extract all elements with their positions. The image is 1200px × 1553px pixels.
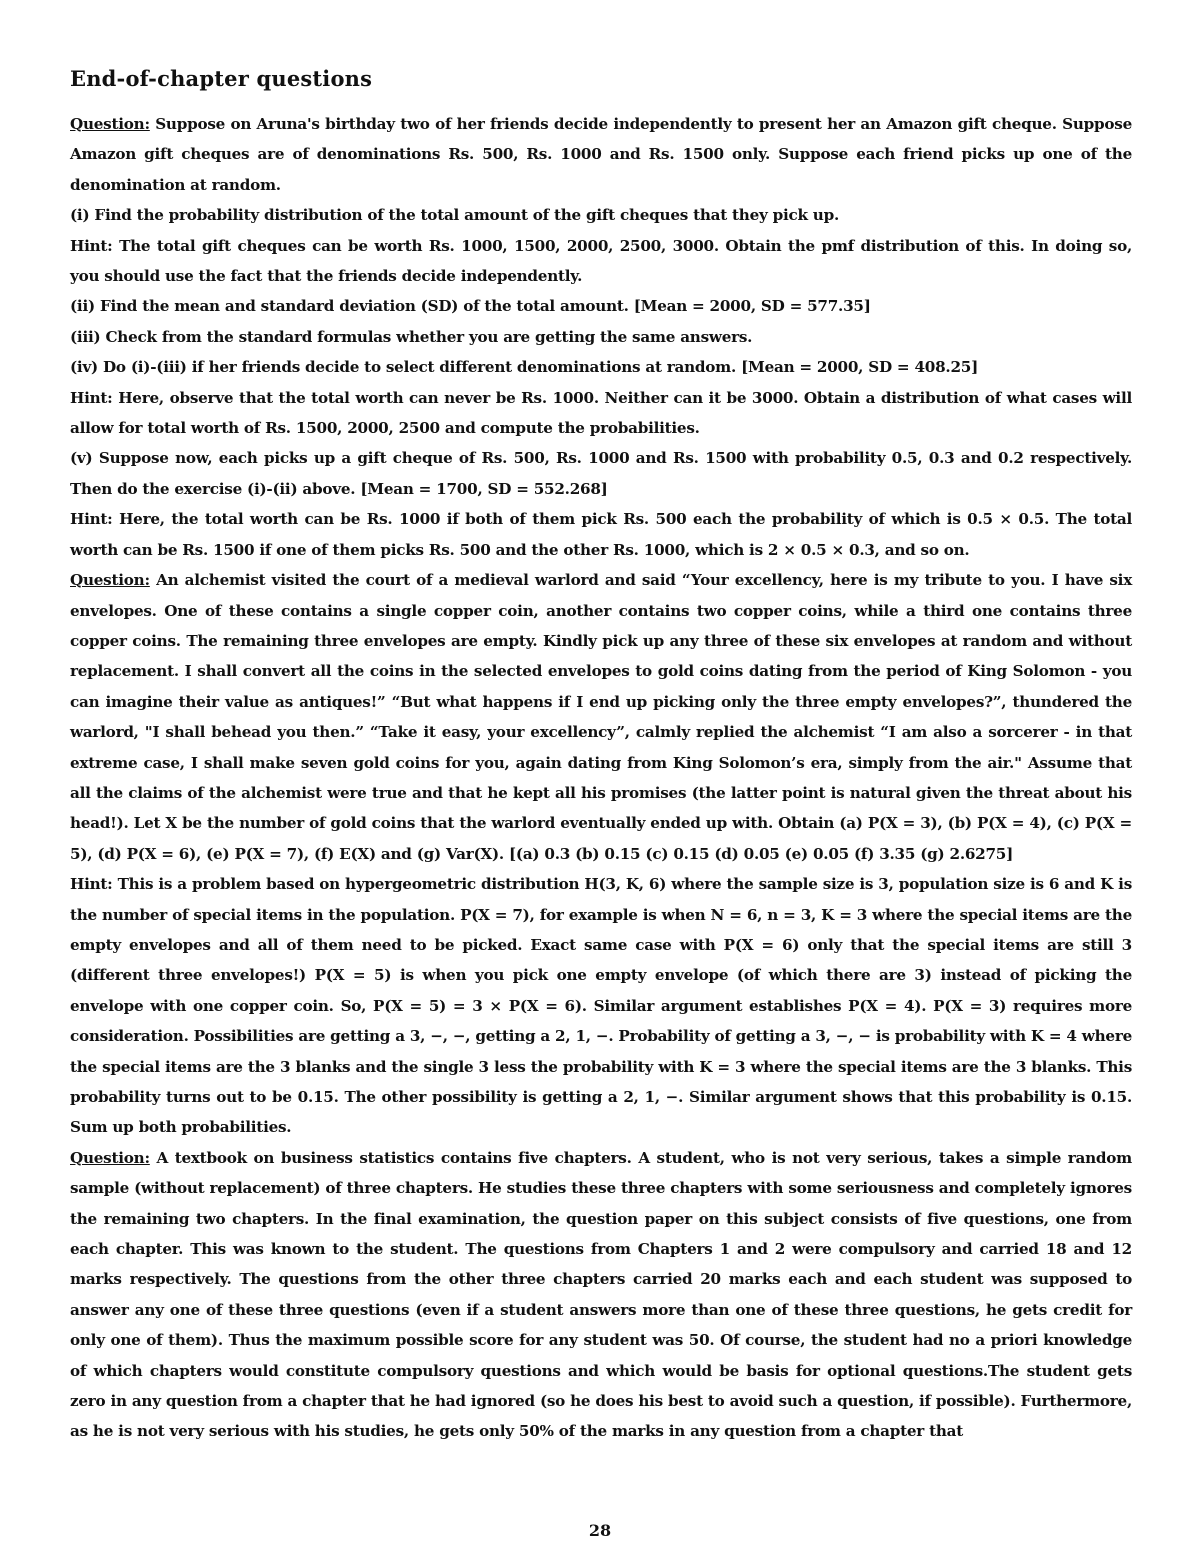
part-v <box>70 443 1132 504</box>
page-number: 28 <box>588 1521 612 1540</box>
paragraph-text: Hint: This is a problem based on hypergeometric distribution H(3, K, 6) where the sample size is 3, population size is 6 and K is the number of special items in the population. P(X = 7), for example is when N = 6, n = 3, K = 3 where the special items are the empty envelopes and all of them need to be picked. Exact same case with P(X = 6) only that the special items are still 3 (different three envelopes!) P(X = 5) is when you pick one empty envelope (of which there are 3) instead of picking the envelope with one copper coin. So, P(X = 5) = 3 × P(X = 6). Similar argument establishes P(X = 4). P(X = 3) requires more consideration. Possibilities are getting a 3, −, −, getting a 2, 1, −. Probability of getting a 3, −, − is probability with K = 4 where the special items are the 3 blanks and the single 3 less the probability with K = 3 where the special items are the 3 blanks. This probability turns out to be 0.15. The other possibility is getting a 2, 1, −. Similar argument shows that this probability is 0.15. Sum up both probabilities. <box>70 875 1132 1137</box>
paragraph-text: (ii) Find the mean and standard deviation (SD) of the total amount. [Mean = 2000, SD = 577.35] <box>70 297 871 316</box>
paragraph-text: Hint: Here, the total worth can be Rs. 1000 if both of them pick Rs. 500 each the probability of which is 0.5 × 0.5. The total worth can be Rs. 1500 if one of them picks Rs. 500 and the other Rs. 1000, which is 2 × 0.5 × 0.3, and so on. <box>70 510 1132 559</box>
part-iv <box>70 352 1132 382</box>
question-1 <box>70 109 1132 200</box>
part-ii <box>70 291 1132 321</box>
paragraph-text: (v) Suppose now, each picks up a gift cheque of Rs. 500, Rs. 1000 and Rs. 1500 with probability 0.5, 0.3 and 0.2 respectively. Then do the exercise (i)-(ii) above. [Mean = 1700, SD = 552.268] <box>70 449 1132 498</box>
paragraph-text: (i) Find the probability distribution of the total amount of the gift cheques that they pick up. <box>70 206 840 225</box>
hint-2 <box>70 383 1132 444</box>
paragraph-text: Hint: The total gift cheques can be worth Rs. 1000, 1500, 2000, 2500, 3000. Obtain the pmf distribution of this. In doing so, you should use the fact that the friends decide independently. <box>70 236 1132 286</box>
hint-1 <box>70 231 1132 292</box>
section-heading: End-of-chapter questions <box>70 66 373 91</box>
hint-3 <box>70 504 1132 565</box>
question-text: Suppose on Aruna's birthday two of her friends decide independently to present her an Amazon gift cheque. Suppose Amazon gift cheques are of denominations Rs. 500, Rs. 1000 and Rs. 1500 only. Suppose each friend picks up one of the denomination at random. <box>70 115 1132 194</box>
question-label: Question: <box>70 115 150 133</box>
hint-4 <box>70 869 1132 1143</box>
question-text: A textbook on business statistics contains five chapters. A student, who is not very serious, takes a simple random sample (without replacement) of three chapters. He studies these three chapters with some seriousness and completely ignores the remaining two chapters. In the final examination, the question paper on this subject consists of five questions, one from each chapter. This was known to the student. The questions from Chapters 1 and 2 were compulsory and carried 18 and 12 marks respectively. The questions from the other three chapters carried 20 marks each and each student was supposed to answer any one of these three questions (even if a student answers more than one of these three questions, he gets credit for only one of them). Thus the maximum possible score for any student was 50. Of course, the student had no a priori knowledge of which chapters would constitute compulsory questions and which would be basis for optional questions.The student gets zero in any question from a chapter that he had ignored (so he does his best to avoid such a question, if possible). Furthermore, as he is not very serious with his studies, he gets only 50% of the marks in any question from a chapter that <box>70 1148 1132 1441</box>
document-page <box>70 66 1132 1447</box>
question-label: Question: <box>70 571 150 590</box>
part-i <box>70 200 1132 230</box>
question-2 <box>70 565 1132 869</box>
question-3 <box>70 1143 1132 1447</box>
question-label: Question: <box>70 1148 150 1167</box>
paragraph-text: Hint: Here, observe that the total worth can never be Rs. 1000. Neither can it be 3000. Obtain a distribution of what cases will allow for total worth of Rs. 1500, 2000, 2500 and compute the probabilities. <box>70 388 1132 438</box>
question-text: An alchemist visited the court of a medieval warlord and said “Your excellency, here is my tribute to you. I have six envelopes. One of these contains a single copper coin, another contains two copper coins, while a third one contains three copper coins. The remaining three envelopes are empty. Kindly pick up any three of these six envelopes at random and without replacement. I shall convert all the coins in the selected envelopes to gold coins dating from the period of King Solomon - you can imagine their value as antiques!” “But what happens if I end up picking only the three empty envelopes?”, thundered the warlord, "I shall behead you then.” “Take it easy, your excellency”, calmly replied the alchemist “I am also a sorcerer - in that extreme case, I shall make seven gold coins for you, again dating from King Solomon’s era, simply from the air." Assume that all the claims of the alchemist were true and that he kept all his promises (the latter point is natural given the threat about his head!). Let X be the number of gold coins that the warlord eventually ended up with. Obtain (a) P(X = 3), (b) P(X = 4), (c) P(X = 5), (d) P(X = 6), (e) P(X = 7), (f) E(X) and (g) Var(X). [(a) 0.3 (b) 0.15 (c) 0.15 (d) 0.05 (e) 0.05 (f) 3.35 (g) 2.6275] <box>70 571 1132 863</box>
paragraph-text: (iii) Check from the standard formulas whether you are getting the same answers. <box>70 327 753 346</box>
paragraph-text: (iv) Do (i)-(iii) if her friends decide to select different denominations at random. [Mean = 2000, SD = 408.25] <box>70 358 979 377</box>
part-iii <box>70 322 1132 352</box>
